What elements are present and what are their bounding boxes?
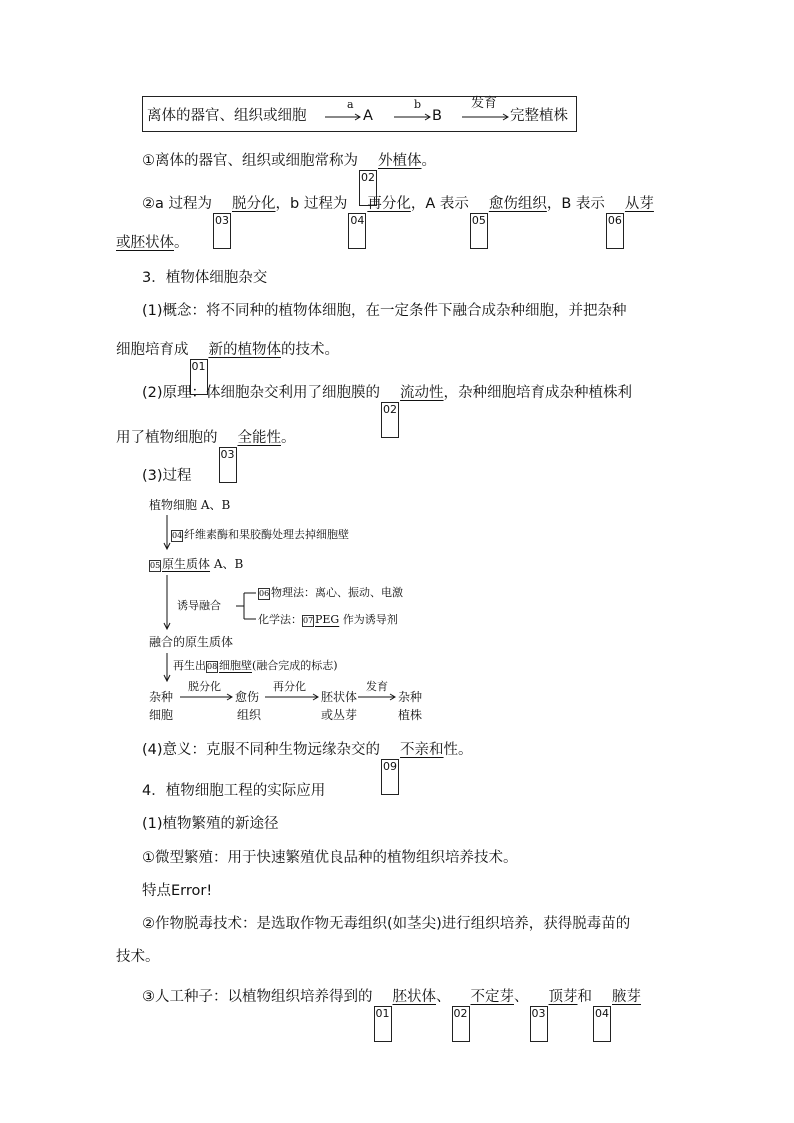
answer-box: 07 xyxy=(303,616,314,625)
flow-hybrid-cell-2: 细胞 xyxy=(149,708,174,722)
formula-B: B xyxy=(432,108,442,124)
concept-end: 的技术。 xyxy=(281,342,339,358)
flow-step-text: 纤维素酶和果胶酶处理去掉细胞壁 xyxy=(184,528,349,541)
flow-text: 再生出 xyxy=(173,659,206,672)
section-heading-3: 3．植物体细胞杂交 xyxy=(142,270,268,286)
flow-arrow-label-develop: 发育 xyxy=(366,680,388,693)
principle-text: ，杂种细胞培育成杂种植株利 xyxy=(443,385,633,401)
answer: 胚状体 xyxy=(392,989,436,1005)
flow-arrow-label-rediff: 再分化 xyxy=(273,680,306,693)
flow-node-plant-cells: 植物细胞 A、B xyxy=(149,498,231,512)
flow-step-regenerate xyxy=(173,656,338,676)
answer: 从芽 xyxy=(624,196,654,212)
answer: 愈伤组织 xyxy=(488,196,547,212)
formula-label-dev: 发育 xyxy=(471,96,498,111)
item-1-end: 。 xyxy=(421,153,436,169)
answer-box: 04 xyxy=(593,1006,611,1042)
virus-free-line1: ②作物脱毒技术：是选取作物无毒组织(如茎尖)进行组织培养，获得脱毒苗的 xyxy=(142,916,631,932)
flow-callus-1: 愈伤 xyxy=(235,690,260,704)
item-1-text: ①离体的器官、组织或细胞常称为 xyxy=(142,153,358,169)
flow-chemical-method xyxy=(258,610,398,630)
answer: 细胞壁 xyxy=(219,659,252,672)
answer-box: 03 xyxy=(219,447,237,483)
flow-physical-method xyxy=(258,583,403,603)
flow-embryoid-2: 或丛芽 xyxy=(321,708,358,722)
answer-box: 02 xyxy=(359,170,377,206)
concept-text: 细胞培育成 xyxy=(116,342,189,358)
formula-A: A xyxy=(363,108,373,124)
item-2-text: ，B 表示 xyxy=(546,196,605,212)
answer: 外植体 xyxy=(378,153,422,169)
answer-box: 05 xyxy=(150,561,161,570)
formula-label-a: a xyxy=(347,98,354,111)
flow-hybrid-plant-1: 杂种 xyxy=(398,690,423,704)
micropropagation: ①微型繁殖：用于快速繁殖优良品种的植物组织培养技术。 xyxy=(142,850,518,866)
answer-box: 04 xyxy=(172,531,183,540)
formula-label-b: b xyxy=(414,98,422,111)
artificial-seed-text: 、 xyxy=(436,989,451,1005)
answer: 腋芽 xyxy=(612,989,641,1005)
answer: 原生质体 xyxy=(162,557,211,571)
answer-box: 06 xyxy=(259,589,270,598)
answer-box: 06 xyxy=(606,213,624,249)
answer-box: 02 xyxy=(381,402,399,438)
flow-hybrid-plant-2: 植株 xyxy=(398,708,423,722)
flow-text: 作为诱导剂 xyxy=(339,613,398,626)
formula-end: 完整植株 xyxy=(510,108,568,124)
flow-node-fused-protoplast: 融合的原生质体 xyxy=(149,635,234,649)
artificial-seed-text: 、 xyxy=(514,989,529,1005)
flow-text: 物理法：离心、振动、电激 xyxy=(271,586,403,599)
significance-text: (4)意义：克服不同种生物远缘杂交的 xyxy=(142,742,381,758)
answer: 不定芽 xyxy=(470,989,514,1005)
item-2-text: ②a 过程为 xyxy=(142,196,212,212)
subheading-propagation: (1)植物繁殖的新途径 xyxy=(142,816,279,832)
principle-end: 。 xyxy=(281,430,296,446)
flow-callus-2: 组织 xyxy=(237,708,262,722)
section-heading-4: 4．植物细胞工程的实际应用 xyxy=(142,783,326,799)
answer: 顶芽 xyxy=(548,989,578,1005)
answer: 新的植物体 xyxy=(208,342,281,358)
answer: 流动性 xyxy=(400,385,444,401)
answer-box: 08 xyxy=(207,662,218,671)
virus-free-line2: 技术。 xyxy=(116,949,160,965)
formula-start: 离体的器官、组织或细胞 xyxy=(147,108,307,124)
artificial-seed-text: 和 xyxy=(577,989,592,1005)
answer-box: 05 xyxy=(470,213,488,249)
principle-text: (2)原理：体细胞杂交利用了细胞膜的 xyxy=(142,385,381,401)
answer: 脱分化 xyxy=(232,196,276,212)
features-error: 特点Error! xyxy=(142,883,213,899)
flow-text: (融合完成的标志) xyxy=(252,659,338,672)
artificial-seed-text: ③人工种子：以植物组织培养得到的 xyxy=(142,989,373,1005)
concept-line1: (1)概念：将不同种的植物体细胞，在一定条件下融合成杂种细胞，并把杂种 xyxy=(142,303,627,319)
item-2-text: ，A 表示 xyxy=(410,196,469,212)
flow-induce-fusion: 诱导融合 xyxy=(177,599,221,612)
flow-node-text: A、B xyxy=(210,557,244,571)
answer: 或胚状体 xyxy=(116,235,174,251)
answer-box: 01 xyxy=(190,359,208,395)
answer-box: 09 xyxy=(381,759,399,795)
answer-box: 04 xyxy=(348,213,366,249)
answer-box: 01 xyxy=(374,1006,392,1042)
answer-box: 03 xyxy=(213,213,231,249)
answer: PEG xyxy=(315,613,340,626)
answer-box: 03 xyxy=(530,1006,548,1042)
flow-embryoid-1: 胚状体 xyxy=(321,690,358,704)
item-2-end: 。 xyxy=(174,235,189,251)
significance-end: 性。 xyxy=(443,742,473,758)
answer-box: 02 xyxy=(452,1006,470,1042)
answer: 全能性 xyxy=(237,430,281,446)
item-2-text: ，b 过程为 xyxy=(275,196,348,212)
answer: 不亲和 xyxy=(400,742,444,758)
artificial-seed xyxy=(142,987,641,1042)
flow-node-protoplast xyxy=(149,554,243,574)
answer: 再分化 xyxy=(367,196,411,212)
flow-hybrid-cell-1: 杂种 xyxy=(149,690,174,704)
principle-text: 用了植物细胞的 xyxy=(116,430,218,446)
flow-step-enzyme xyxy=(171,525,349,545)
process-heading: (3)过程 xyxy=(142,468,192,484)
flow-arrow-label-dediff: 脱分化 xyxy=(188,680,221,693)
flow-text: 化学法： xyxy=(258,613,302,626)
